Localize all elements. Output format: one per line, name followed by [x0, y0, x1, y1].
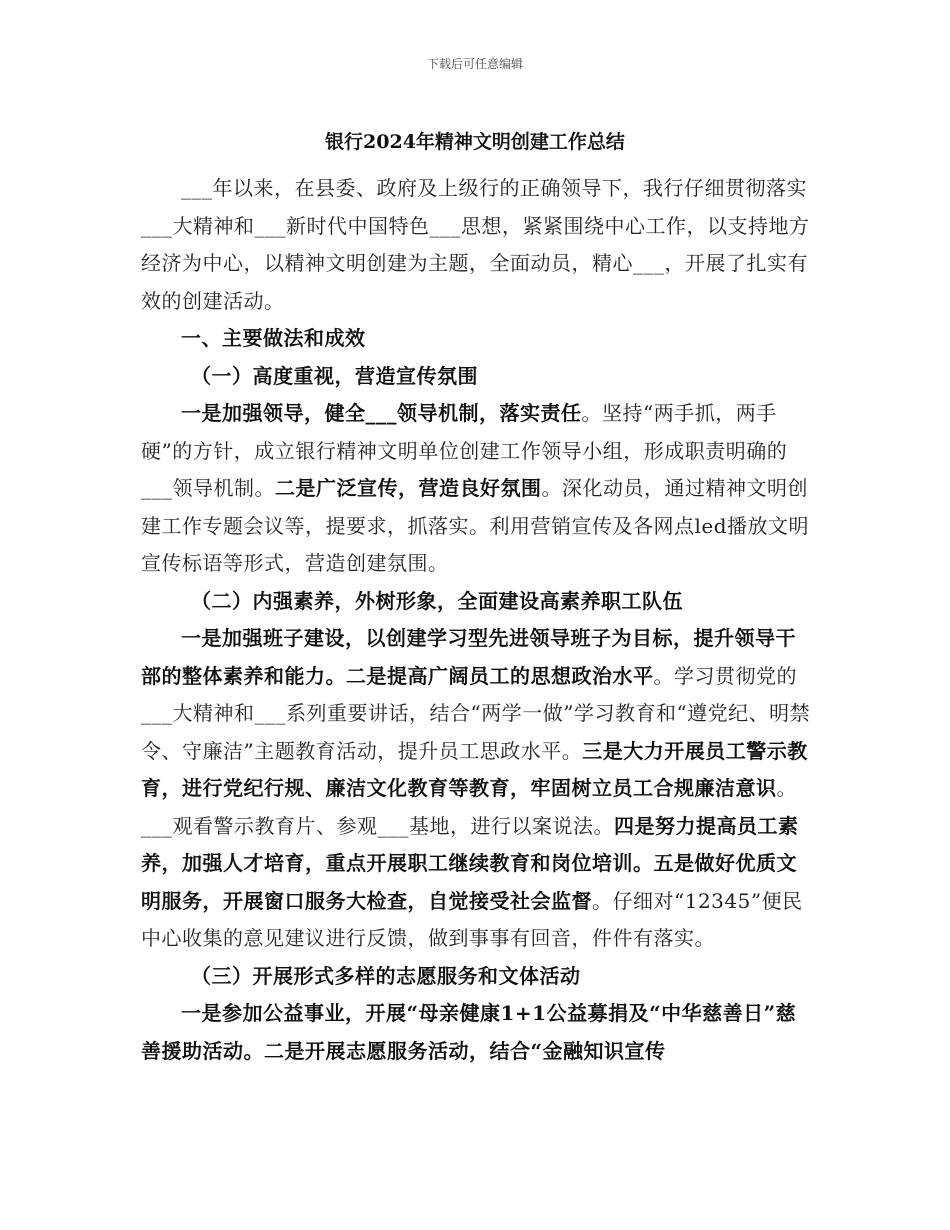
- subsection-heading-1: （一）高度重视，营造宣传氛围: [191, 363, 478, 388]
- bold-lead: 四是努力提高员工素养，加强人才培育，重点开展职工继续教育和岗位培训。五是做好优质文明服务，开展窗口服务大检查，自觉接受社会监督: [141, 813, 799, 913]
- paragraph-text: 。坚持“两手抓，两手硬”的方针，成立银行精神文明单位创建工作领导小组，形成职责明确的___领导机制。: [141, 401, 788, 500]
- paragraph-text: 。学习贯彻党的___大精神和___系列重要讲话，结合“两学一做”学习教育和“遵党纪、明禁令、守廉洁”主题教育活动，提升员工思政水平。: [141, 663, 811, 763]
- subsection-heading-3: （三）开展形式多样的志愿服务和文体活动: [191, 963, 581, 988]
- bold-lead: 一是参加公益事业，开展“母亲健康1+1公益募捐及“中华慈善日”慈善援助活动。二是开展志愿服务活动，结合“金融知识宣传: [141, 1001, 797, 1063]
- paragraph-text: 。仔细对“12345”便民中心收集的意见建议进行反馈，做到事事有回音，件件有落实。: [141, 888, 803, 950]
- document-title: 银行2024年精神文明创建工作总结: [325, 131, 625, 153]
- document-body: [141, 170, 811, 1070]
- bold-lead: 一是加强领导，健全___领导机制，落实责任: [181, 401, 582, 425]
- section-heading: 一、主要做法和成效: [181, 326, 366, 350]
- paragraph-text: 。深化动员，通过精神文明创建工作专题会议等，提要求，抓落实。利用营销宣传及各网点led播放文明宣传标语等形式，营造创建氛围。: [141, 476, 810, 575]
- subsection-heading-2: （二）内强素养，外树形象，全面建设高素养职工队伍: [191, 588, 683, 613]
- bold-lead: 二是广泛宣传，营造良好氛围: [275, 476, 542, 500]
- bold-lead: 三是大力开展员工警示教育，进行党纪行规、廉洁文化教育等教育，牢固树立员工合规廉洁意识: [141, 738, 808, 800]
- paragraph-leadership: [141, 395, 811, 583]
- bold-lead: 一是加强班子建设，以创建学习型先进领导班子为目标，提升领导干部的整体素养和能力。二是提高广阔员工的思想政治水平: [141, 626, 796, 688]
- paragraph-volunteer: [141, 995, 811, 1070]
- intro-paragraph: ___年以来，在县委、政府及上级行的正确领导下，我行仔细贯彻落实___大精神和___新时代中国特色___思想，紧紧围绕中心工作，以支持地方经济为中心，以精神文明创建为主题，全面动员，精心___，开展了扎实有效的创建活动。: [141, 176, 810, 313]
- paragraph-staff-quality: [141, 620, 811, 958]
- page-header-note: 下载后可任意编辑: [426, 57, 523, 71]
- paragraph-text: 。___观看警示教育片、参观___基地，进行以案说法。: [141, 776, 797, 838]
